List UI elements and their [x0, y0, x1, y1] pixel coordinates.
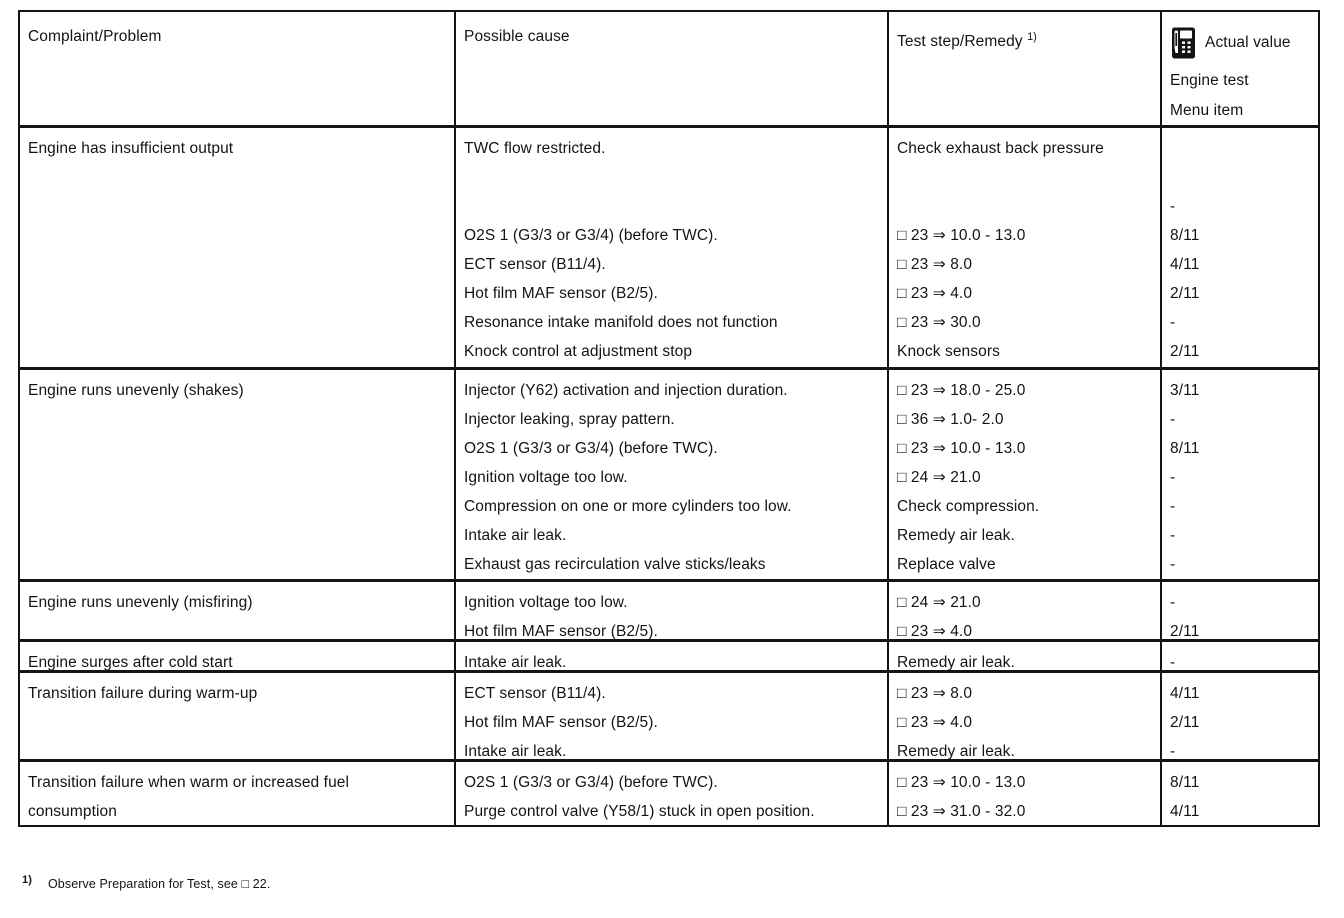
cell-line: -: [1170, 498, 1176, 515]
cell-line: -: [1170, 527, 1176, 544]
cell-line: Hot film MAF sensor (B2/5).: [464, 285, 658, 302]
footnote-reference: 1): [1027, 31, 1037, 43]
cell-line: O2S 1 (G3/3 or G3/4) (before TWC).: [464, 440, 718, 457]
cell-line: TWC flow restricted.: [464, 140, 606, 157]
cell-line: -: [1170, 654, 1176, 670]
table-row: [20, 579, 1318, 639]
cell-line: -: [1170, 314, 1176, 331]
cell-line: Knock sensors: [897, 343, 1000, 360]
cause-cell: [454, 762, 887, 825]
cell-line: [1170, 134, 1310, 163]
table-row: [20, 759, 1318, 825]
cause-cell: [454, 673, 887, 759]
footnote: [22, 874, 270, 891]
header-actual-value: [1160, 12, 1318, 125]
header-cause-label: Possible cause: [464, 28, 570, 45]
cell-line: [464, 163, 879, 192]
cell-line: 8/11: [1170, 227, 1200, 244]
cell-line: Compression on one or more cylinders too low.: [464, 498, 792, 515]
cell-line: consumption: [28, 803, 117, 820]
header-test: [887, 12, 1160, 125]
cell-line: [1170, 163, 1310, 192]
complaint-cell: [20, 642, 454, 670]
handheld-tester-icon: [1170, 27, 1197, 60]
cell-line: 4/11: [1170, 256, 1200, 273]
footnote-ref: 1): [22, 874, 32, 886]
cell-line: Hot film MAF sensor (B2/5).: [464, 623, 658, 639]
value-cell: [1160, 370, 1318, 579]
complaint-cell: [20, 370, 454, 579]
header-actual-value-label: Actual value: [1205, 34, 1291, 51]
value-cell: [1160, 128, 1318, 367]
cell-line: □ 23 ⇒ 10.0 - 13.0: [897, 774, 1026, 791]
cell-line: Intake air leak.: [464, 654, 567, 670]
cell-line: Replace valve: [897, 556, 996, 573]
header-engine-test-label: Engine test: [1170, 72, 1249, 89]
cell-line: 8/11: [1170, 440, 1200, 457]
table-header-row: [20, 12, 1318, 125]
cell-line: □ 23 ⇒ 18.0 - 25.0: [897, 382, 1026, 399]
table-row: [20, 639, 1318, 670]
cell-line: □ 24 ⇒ 21.0: [897, 469, 981, 486]
cell-line: Exhaust gas recirculation valve sticks/leaks: [464, 556, 766, 573]
cell-line: □ 23 ⇒ 31.0 - 32.0: [897, 803, 1026, 820]
cell-line: [464, 192, 879, 221]
value-cell: [1160, 642, 1318, 670]
test-cell: [887, 370, 1160, 579]
table-row: [20, 367, 1318, 579]
cell-line: Hot film MAF sensor (B2/5).: [464, 714, 658, 731]
table-row: [20, 670, 1318, 759]
cell-line: [897, 192, 1152, 221]
test-cell: [887, 673, 1160, 759]
cell-line: □ 23 ⇒ 30.0: [897, 314, 981, 331]
cell-line: O2S 1 (G3/3 or G3/4) (before TWC).: [464, 227, 718, 244]
complaint-cell: [20, 582, 454, 639]
cell-line: -: [1170, 411, 1176, 428]
cell-line: 4/11: [1170, 685, 1200, 702]
cell-line: [897, 163, 1152, 192]
cell-line: Remedy air leak.: [897, 527, 1015, 544]
table-row: [20, 125, 1318, 367]
cell-line: Check compression.: [897, 498, 1040, 515]
cell-line: -: [1170, 198, 1176, 215]
cause-cell: [454, 128, 887, 367]
cell-line: □ 23 ⇒ 4.0: [897, 714, 973, 731]
cell-line: 2/11: [1170, 285, 1200, 302]
cell-line: -: [1170, 594, 1176, 611]
test-cell: [887, 582, 1160, 639]
cell-line: Engine has insufficient output: [28, 140, 234, 157]
cell-line: Injector (Y62) activation and injection duration.: [464, 382, 788, 399]
cell-line: Resonance intake manifold does not function: [464, 314, 778, 331]
cell-line: Intake air leak.: [464, 743, 567, 759]
header-menu-item-label: Menu item: [1170, 102, 1244, 119]
cause-cell: [454, 370, 887, 579]
cell-line: Transition failure when warm or increased fuel: [28, 774, 350, 791]
cell-line: ECT sensor (B11/4).: [464, 256, 606, 273]
complaint-cell: [20, 762, 454, 825]
cause-cell: [454, 582, 887, 639]
cell-line: O2S 1 (G3/3 or G3/4) (before TWC).: [464, 774, 718, 791]
header-cause: [454, 12, 887, 125]
cell-line: Injector leaking, spray pattern.: [464, 411, 675, 428]
cell-line: □ 24 ⇒ 21.0: [897, 594, 981, 611]
header-complaint-label: Complaint/Problem: [28, 28, 162, 45]
cell-line: □ 23 ⇒ 8.0: [897, 256, 973, 273]
cell-line: Knock control at adjustment stop: [464, 343, 693, 360]
cell-line: Transition failure during warm-up: [28, 685, 258, 702]
cell-line: -: [1170, 469, 1176, 486]
header-test-label: Test step/Remedy $^{1)}$: [897, 31, 1037, 50]
value-cell: [1160, 673, 1318, 759]
cell-line: Ignition voltage too low.: [464, 594, 628, 611]
cell-line: Intake air leak.: [464, 527, 567, 544]
cell-line: Remedy air leak.: [897, 743, 1015, 759]
value-cell: [1160, 582, 1318, 639]
cell-line: Remedy air leak.: [897, 654, 1015, 670]
cell-line: 4/11: [1170, 803, 1200, 820]
test-cell: [887, 642, 1160, 670]
cell-line: Engine runs unevenly (shakes): [28, 382, 244, 399]
cell-line: □ 23 ⇒ 8.0: [897, 685, 973, 702]
cell-line: □ 36 ⇒ 1.0- 2.0: [897, 411, 1004, 428]
header-complaint: [20, 12, 454, 125]
cell-line: -: [1170, 743, 1176, 759]
cell-line: ECT sensor (B11/4).: [464, 685, 606, 702]
cell-line: □ 23 ⇒ 10.0 - 13.0: [897, 440, 1026, 457]
cell-line: □ 23 ⇒ 4.0: [897, 285, 973, 302]
cause-cell: [454, 642, 887, 670]
value-cell: [1160, 762, 1318, 825]
cell-line: Purge control valve (Y58/1) stuck in open position.: [464, 803, 815, 820]
footnote-text: Observe Preparation for Test, see □ 22.: [47, 877, 271, 891]
cell-line: Ignition voltage too low.: [464, 469, 628, 486]
cell-line: 2/11: [1170, 343, 1200, 360]
cell-line: Engine runs unevenly (misfiring): [28, 594, 253, 611]
cell-line: -: [1170, 556, 1176, 573]
complaint-cell: [20, 673, 454, 759]
cell-line: □ 23 ⇒ 4.0: [897, 623, 973, 639]
cell-line: 2/11: [1170, 714, 1200, 731]
test-cell: [887, 128, 1160, 367]
cell-line: 8/11: [1170, 774, 1200, 791]
test-cell: [887, 762, 1160, 825]
cell-line: Check exhaust back pressure: [897, 140, 1104, 157]
cell-line: □ 23 ⇒ 10.0 - 13.0: [897, 227, 1026, 244]
complaint-cell: [20, 128, 454, 367]
diagnostic-table: [18, 10, 1320, 827]
cell-line: 2/11: [1170, 623, 1200, 639]
cell-line: Engine surges after cold start: [28, 654, 233, 670]
cell-line: 3/11: [1170, 382, 1200, 399]
